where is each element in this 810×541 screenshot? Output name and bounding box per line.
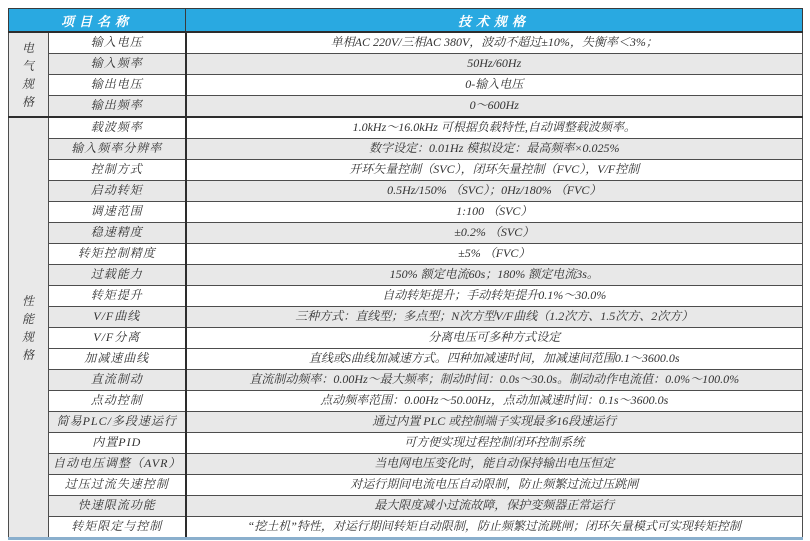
header-tech-spec: 技术规格: [186, 9, 803, 33]
table-row: [9, 181, 803, 202]
spec-value-cell: 分离电压可多种方式设定: [186, 328, 803, 349]
spec-name-cell: 控制方式: [49, 160, 186, 181]
table-row: [9, 307, 803, 328]
spec-value-cell: 数字设定：0.01Hz 模拟设定：最高频率×0.025%: [186, 139, 803, 160]
spec-value-cell: 当电网电压变化时，能自动保持输出电压恒定: [186, 454, 803, 475]
header-item-name: 项目名称: [9, 9, 186, 33]
table-row: [9, 370, 803, 391]
spec-name-cell: 载波频率: [49, 117, 186, 139]
table-row: [9, 244, 803, 265]
table-row: [9, 496, 803, 517]
spec-value-cell: 150% 额定电流60s；180% 额定电流3s。: [186, 265, 803, 286]
spec-name-cell: 过压过流失速控制: [49, 475, 186, 496]
table-row: [9, 139, 803, 160]
spec-name-cell: 快速限流功能: [49, 496, 186, 517]
table-row: [9, 32, 803, 54]
spec-value-cell: 对运行期间电流电压自动限制，防止频繁过流过压跳闸: [186, 475, 803, 496]
spec-name-cell: 输入频率: [49, 54, 186, 75]
spec-name-cell: V/F分离: [49, 328, 186, 349]
spec-value-cell: 直流制动频率：0.00Hz～最大频率；制动时间：0.0s～30.0s。制动动作电流值：0.0%～100.0%: [186, 370, 803, 391]
spec-value-cell: 0-输入电压: [186, 75, 803, 96]
table-row: [9, 433, 803, 454]
table-row: [9, 328, 803, 349]
spec-value-cell: 1:100 （SVC）: [186, 202, 803, 223]
spec-value-cell: 1.0kHz～16.0kHz 可根据负载特性,自动调整载波频率。: [186, 117, 803, 139]
table-row: [9, 160, 803, 181]
spec-name-cell: 加减速曲线: [49, 349, 186, 370]
spec-name-cell: 自动电压调整（AVR）: [49, 454, 186, 475]
spec-name-cell: 输入电压: [49, 32, 186, 54]
table-row: [9, 391, 803, 412]
spec-name-cell: 简易PLC/多段速运行: [49, 412, 186, 433]
spec-name-cell: 稳速精度: [49, 223, 186, 244]
spec-value-cell: 50Hz/60Hz: [186, 54, 803, 75]
spec-name-cell: 内置PID: [49, 433, 186, 454]
table-row: [9, 475, 803, 496]
header-row: [9, 9, 803, 33]
spec-value-cell: 自动转矩提升；手动转矩提升0.1%～30.0%: [186, 286, 803, 307]
spec-name-cell: 转矩限定与控制: [49, 517, 186, 539]
spec-value-cell: 通过内置 PLC 或控制端子实现最多16段速运行: [186, 412, 803, 433]
spec-value-cell: 最大限度减小过流故障，保护变频器正常运行: [186, 496, 803, 517]
table-row: [9, 117, 803, 139]
table-row: [9, 349, 803, 370]
spec-value-cell: ±5% （FVC）: [186, 244, 803, 265]
spec-table: [8, 8, 803, 540]
table-row: [9, 286, 803, 307]
spec-value-cell: 点动频率范围：0.00Hz～50.00Hz，点动加减速时间：0.1s～3600.0s: [186, 391, 803, 412]
spec-name-cell: 输出电压: [49, 75, 186, 96]
spec-name-cell: 转矩控制精度: [49, 244, 186, 265]
spec-name-cell: 转矩提升: [49, 286, 186, 307]
spec-value-cell: 可方便实现过程控制闭环控制系统: [186, 433, 803, 454]
group-label: 性能规格: [9, 117, 49, 539]
table-row: [9, 223, 803, 244]
table-row: [9, 412, 803, 433]
spec-name-cell: V/F曲线: [49, 307, 186, 328]
spec-value-cell: 0～600Hz: [186, 96, 803, 118]
spec-name-cell: 输出频率: [49, 96, 186, 118]
table-row: [9, 75, 803, 96]
spec-name-cell: 调速范围: [49, 202, 186, 223]
spec-value-cell: 0.5Hz/150% （SVC）；0Hz/180% （FVC）: [186, 181, 803, 202]
spec-value-cell: 开环矢量控制（SVC），闭环矢量控制（FVC），V/F控制: [186, 160, 803, 181]
table-row: [9, 54, 803, 75]
table-row: [9, 454, 803, 475]
spec-name-cell: 启动转矩: [49, 181, 186, 202]
spec-value-cell: 单相AC 220V/三相AC 380V，波动不超过±10%，失衡率＜3%；: [186, 32, 803, 54]
table-row: [9, 96, 803, 118]
spec-value-cell: 三种方式：直线型；多点型；N次方型V/F曲线（1.2次方、1.5次方、2次方）: [186, 307, 803, 328]
table-row: [9, 517, 803, 539]
spec-value-cell: 直线或S曲线加减速方式。四种加减速时间，加减速间范围0.1～3600.0s: [186, 349, 803, 370]
spec-name-cell: 直流制动: [49, 370, 186, 391]
spec-name-cell: 过载能力: [49, 265, 186, 286]
spec-name-cell: 输入频率分辨率: [49, 139, 186, 160]
group-label: 电气规格: [9, 32, 49, 117]
spec-value-cell: ±0.2% （SVC）: [186, 223, 803, 244]
spec-table-body: [9, 32, 803, 539]
table-row: [9, 265, 803, 286]
spec-table-header: [9, 9, 803, 33]
spec-value-cell: “挖土机”特性，对运行期间转矩自动限制，防止频繁过流跳闸；闭环矢量模式可实现转矩控制: [186, 517, 803, 539]
spec-name-cell: 点动控制: [49, 391, 186, 412]
table-row: [9, 202, 803, 223]
